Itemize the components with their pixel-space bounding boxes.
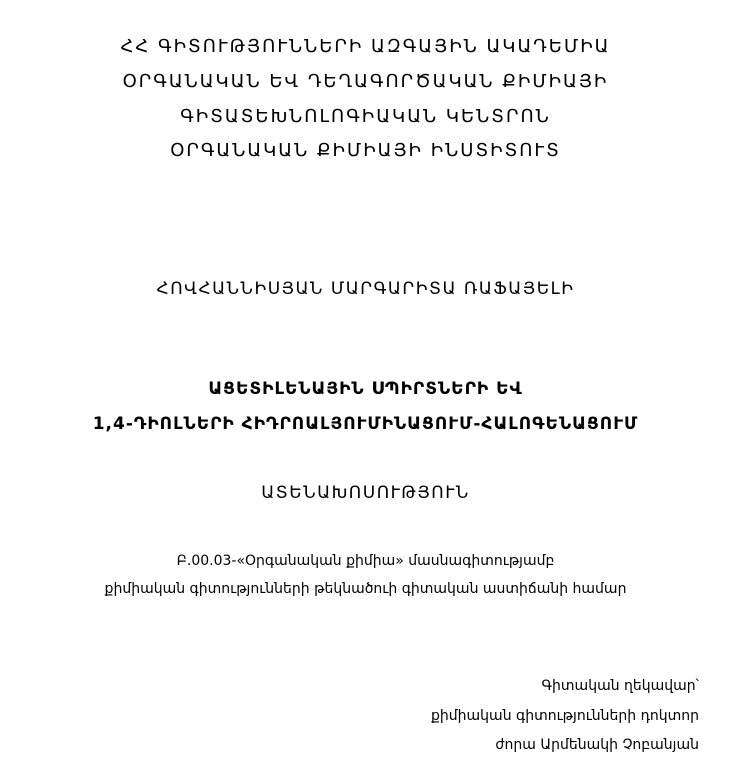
supervisor-name: ժորա Արմենակի Չոբանյան — [495, 737, 699, 753]
document-type: ԱՏԵՆԱԽՈՍՈՒԹՅՈՒՆ — [261, 483, 470, 503]
institution-line-2: ՕՐԳԱՆԱԿԱՆ ԵՎ ԴԵՂԱԳՈՐԾԱԿԱՆ ՔԻՄԻԱՅԻ — [122, 71, 609, 92]
institution-line-4: ՕՐԳԱՆԱԿԱՆ ՔԻՄԻԱՅԻ ԻՆՍՏԻՏՈՒՏ — [170, 140, 561, 161]
specialty-line-1: Բ.00.03-«Օրգանական քիմիա» մասնագիտությամբ — [176, 553, 555, 569]
author-name: ՀՈՎՀԱՆՆԻՍՅԱՆ ՄԱՐԳԱՐԻՏԱ ՌԱՖԱՅԵԼԻ — [156, 279, 575, 299]
institution-line-1: ՀՀ ԳԻՏՈՒԹՅՈՒՆՆԵՐԻ ԱԶԳԱՅԻՆ ԱԿԱԴԵՄԻԱ — [120, 36, 611, 57]
supervisor-label: Գիտական ղեկավար՝ — [541, 678, 699, 694]
thesis-title-line-2: 1,4-ԴԻՈԼՆԵՐԻ ՀԻԴՐՈԱԼՅՈՒՄԻՆԱՑՈՒՄ-ՀԱԼՈԳԵՆԱՑՈՒՄ — [92, 414, 639, 434]
supervisor-degree: քիմիական գիտությունների դոկտոր — [431, 708, 699, 724]
institution-line-3: ԳԻՏԱՏԵԽՆՈԼՈԳԻԱԿԱՆ ԿԵՆՏՐՈՆ — [180, 106, 551, 127]
specialty-line-2: քիմիական գիտությունների թեկնածուի գիտական աստիճանի համար — [104, 581, 627, 597]
thesis-title-line-1: ԱՑԵՏԻԼԵՆԱՅԻՆ ՍՊԻՐՏՆԵՐԻ ԵՎ — [208, 379, 523, 399]
